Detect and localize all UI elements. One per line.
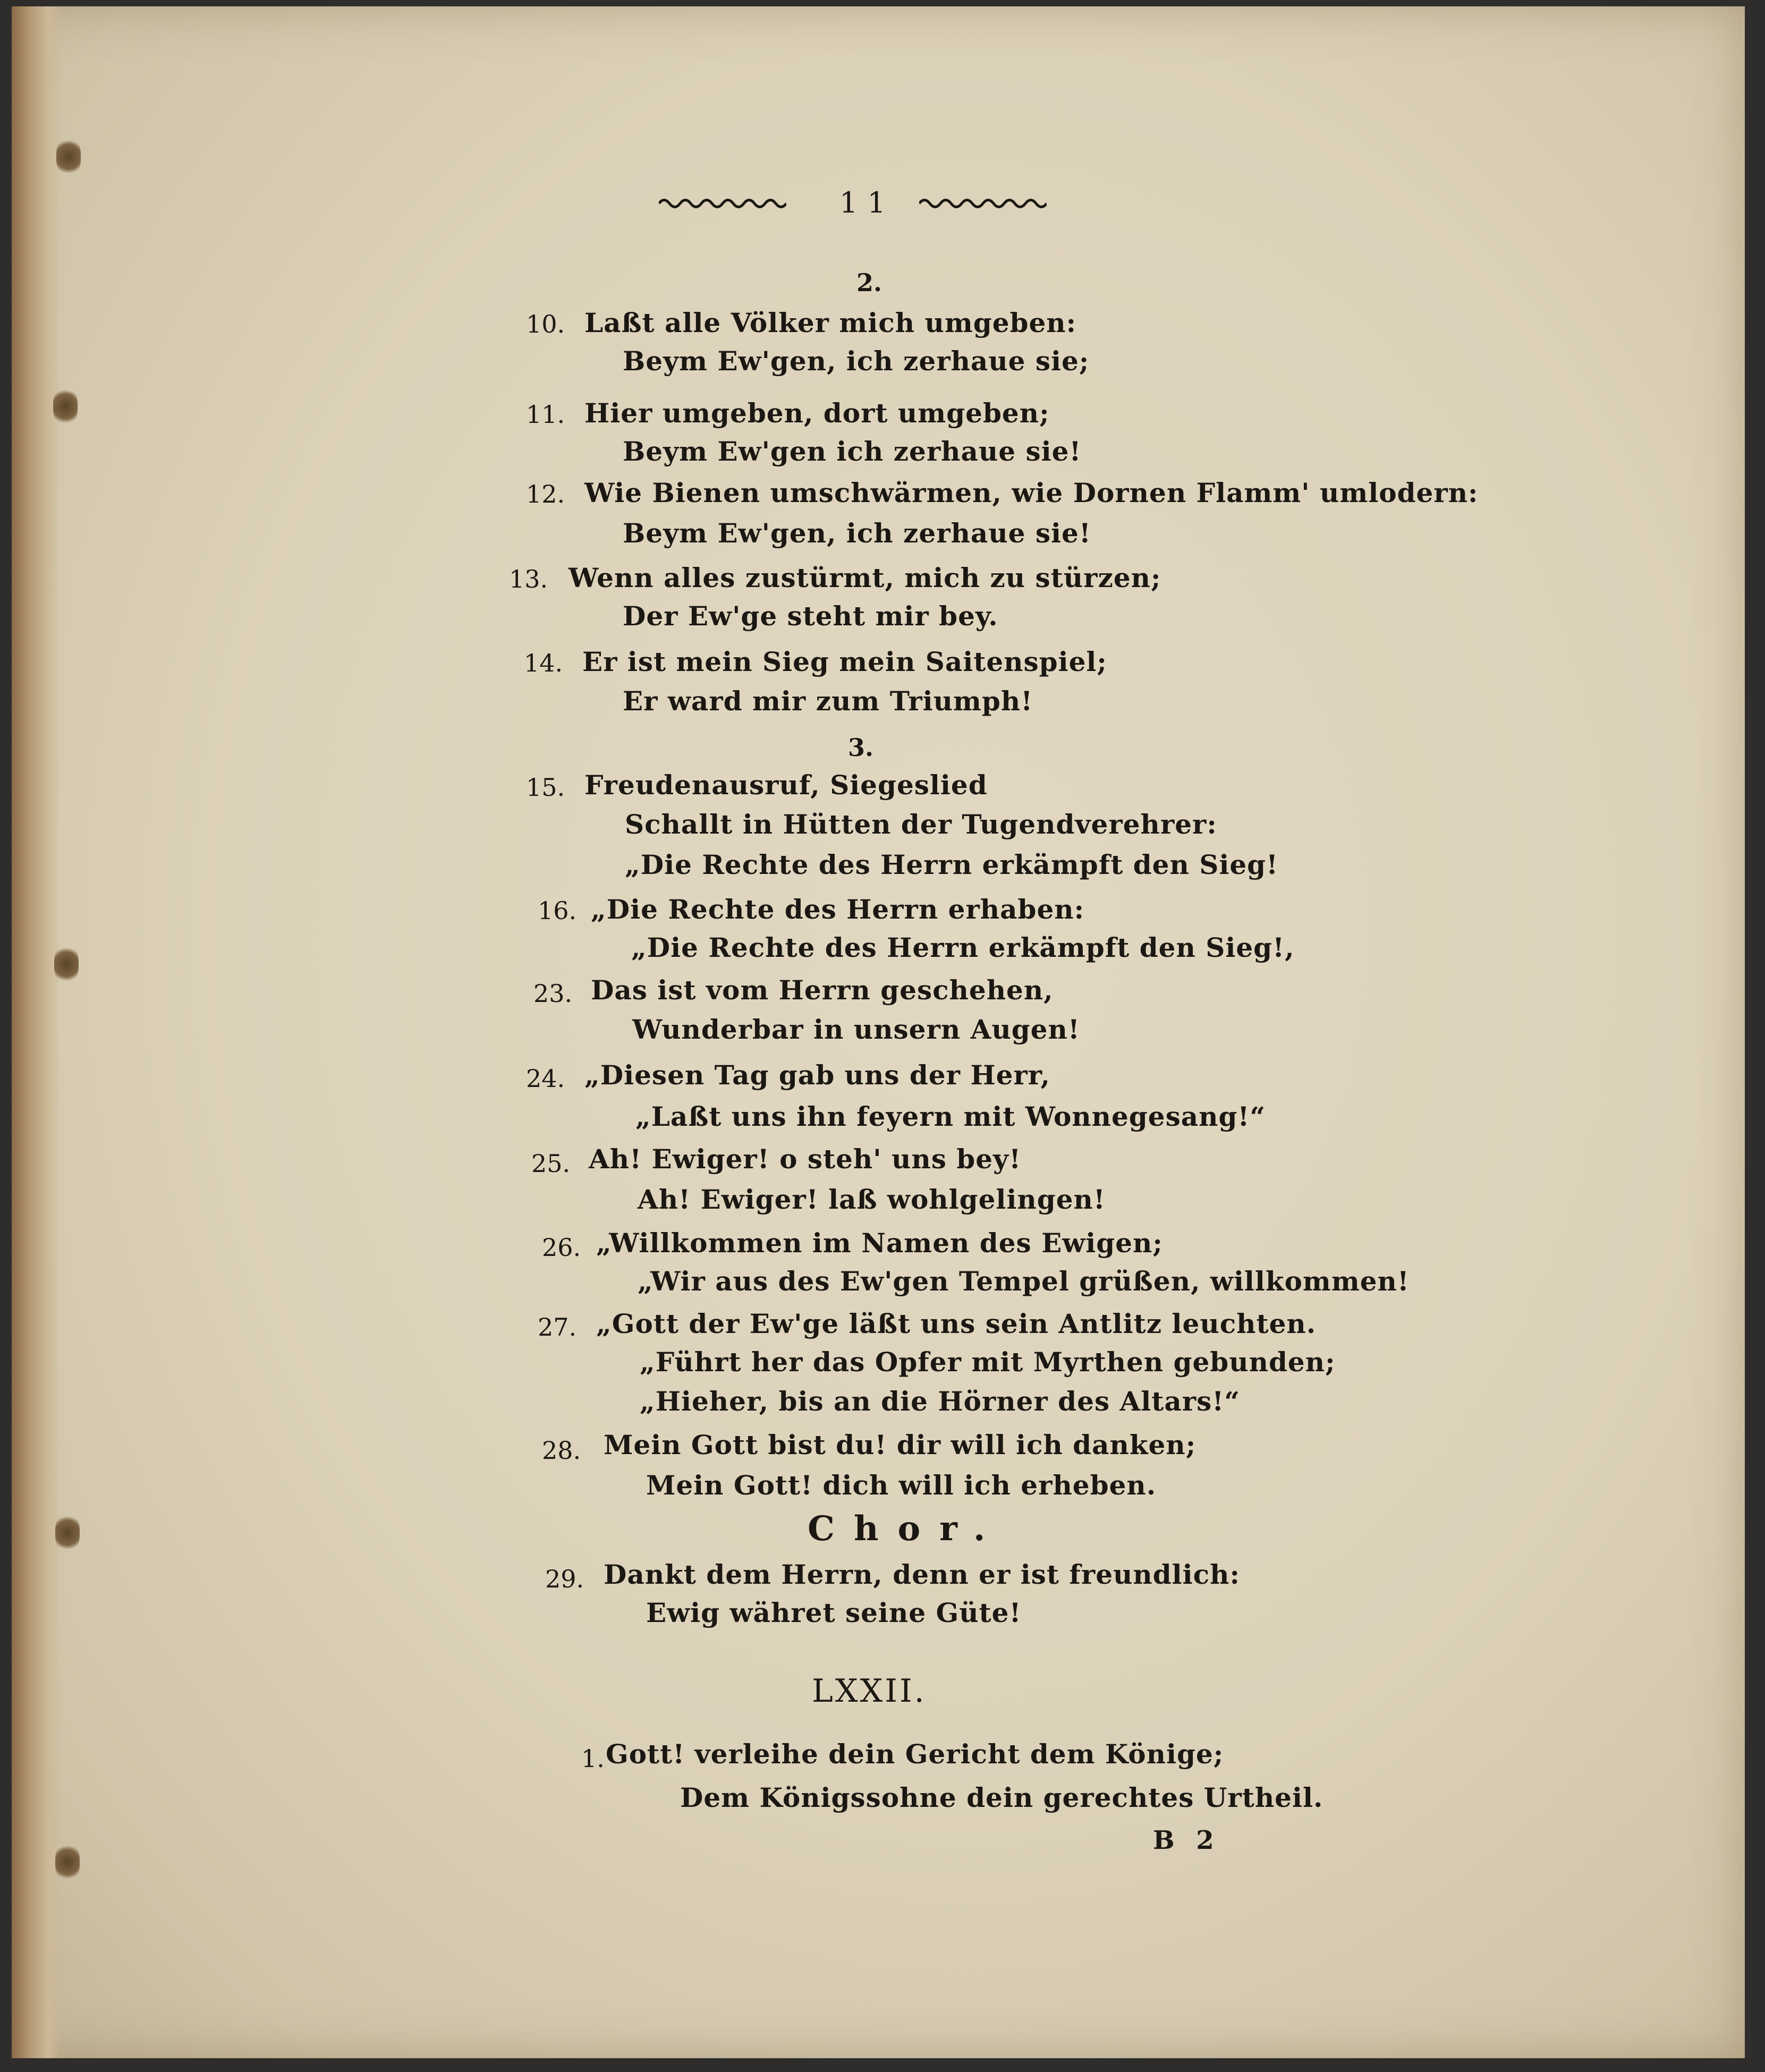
verse-number: 27. [538,1313,577,1341]
running-header [659,186,1084,223]
book-spine [12,6,61,2058]
verse-line: Beym Ew'gen, ich zerhaue sie; [623,345,1090,377]
verse-number: 28. [542,1436,581,1465]
verse-line: Das ist vom Herrn geschehen, [591,974,1054,1006]
verse-number: 11. [526,400,565,429]
verse-line: „Hieher, bis an die Hörner des Altars!“ [640,1386,1240,1417]
verse-line: „Wir aus des Ew'gen Tempel grüßen, willkommen! [638,1266,1410,1297]
verse-line: Gott! verleihe dein Gericht dem Könige; [606,1738,1224,1770]
verse-line: Ah! Ewiger! o steh' uns bey! [589,1143,1022,1175]
verse-line: Beym Ew'gen, ich zerhaue sie! [623,517,1091,549]
verse-line: Er ist mein Sieg mein Saitenspiel; [582,646,1107,677]
verse-line: „Laßt uns ihn feyern mit Wonnegesang!“ [635,1101,1266,1132]
verse-number: 14. [524,649,563,677]
binding-stitch [55,1514,80,1551]
verse-line: Ah! Ewiger! laß wohlgelingen! [638,1184,1106,1215]
verse-line: „Die Rechte des Herrn erkämpft den Sieg!, [631,932,1295,963]
verse-line: Mein Gott bist du! dir will ich danken; [604,1429,1197,1460]
verse-line: Der Ew'ge steht mir bey. [623,600,998,632]
signature-mark: B 2 [1153,1825,1220,1855]
verse-line: Dankt dem Herrn, denn er ist freundlich: [604,1559,1240,1590]
verse-line: „Die Rechte des Herrn erkämpft den Sieg! [625,849,1279,880]
chor-heading: Chor. [808,1509,1005,1549]
verse-line: „Die Rechte des Herrn erhaben: [591,894,1085,925]
verse-line: „Gott der Ew'ge läßt uns sein Antlitz leuchten. [596,1308,1317,1339]
verse-line: Beym Ew'gen ich zerhaue sie! [623,436,1082,467]
verse-number: 16. [538,896,577,925]
ornament-left-icon [659,196,786,211]
verse-number: 12. [526,480,565,508]
binding-stitch [56,138,81,175]
verse-number: 24. [526,1064,565,1093]
section-number: 2. [856,268,882,297]
verse-number: 1. [581,1744,605,1773]
verse-line: Wie Bienen umschwärmen, wie Dornen Flamm' umlodern: [584,477,1479,508]
binding-stitch [54,946,79,983]
section-number: 3. [848,733,874,762]
verse-line: Dem Königssohne dein gerechtes Urtheil. [680,1782,1323,1813]
verse-line: Er ward mir zum Triumph! [623,685,1033,717]
binding-stitch [55,1844,80,1881]
verse-line: Wenn alles zustürmt, mich zu stürzen; [568,562,1161,593]
verse-line: Laßt alle Völker mich umgeben: [584,307,1077,338]
verse-number: 25. [531,1149,571,1178]
verse-number: 26. [542,1233,581,1262]
verse-number: 23. [533,979,573,1008]
binding-stitch [53,388,78,425]
verse-number: 15. [526,773,565,802]
psalm-heading: LXXII. [812,1672,927,1710]
verse-number: 10. [526,310,565,338]
verse-line: Mein Gott! dich will ich erheben. [646,1470,1157,1501]
verse-line: Freudenausruf, Siegeslied [584,769,988,801]
ornament-right-icon [919,196,1047,211]
verse-line: „Willkommen im Namen des Ewigen; [596,1227,1163,1259]
verse-line: Ewig währet seine Güte! [646,1597,1022,1628]
verse-line: „Diesen Tag gab uns der Herr, [584,1059,1050,1091]
page-number: 11 [839,186,895,219]
verse-line: Hier umgeben, dort umgeben; [584,397,1050,429]
verse-line: „Führt her das Opfer mit Myrthen gebunden; [640,1346,1336,1378]
verse-number: 13. [509,565,548,593]
verse-number: 29. [545,1565,584,1593]
verse-line: Schallt in Hütten der Tugendverehrer: [625,809,1217,840]
verse-line: Wunderbar in unsern Augen! [632,1014,1080,1045]
